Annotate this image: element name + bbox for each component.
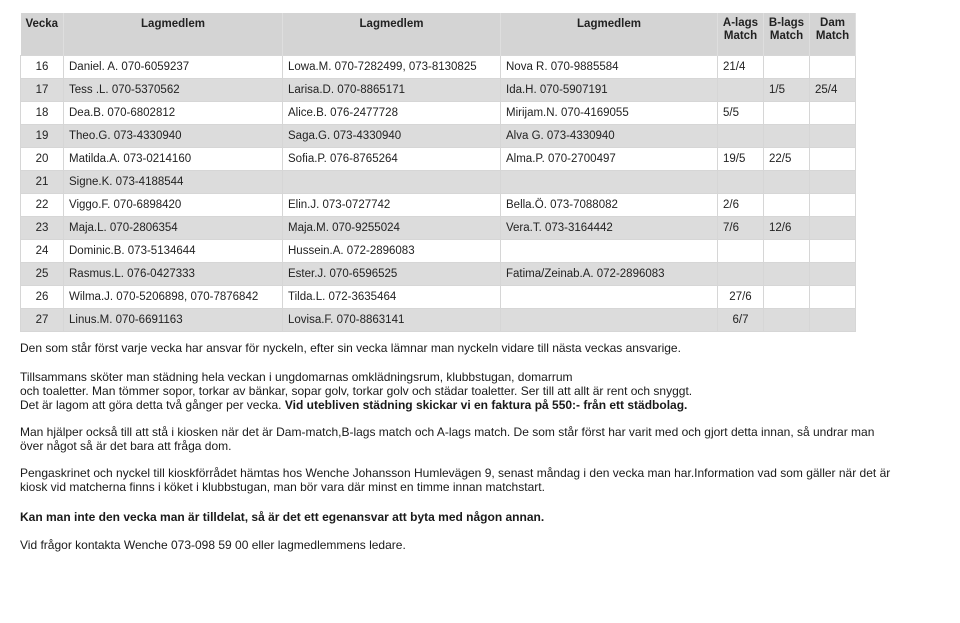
- cleaning-penalty-notice: Vid utebliven städning skickar vi en faktura på 550:- från ett städbolag.: [284, 398, 688, 412]
- b-lags-match-cell: 1/5: [764, 79, 810, 102]
- cleaning-line-3-normal: Det är lagom att göra detta två gånger per vecka.: [20, 398, 285, 412]
- cashbox-line-1: Pengaskrinet och nyckel till kioskförrådet hämtas hos Wenche Johansson Humlevägen 9, senast måndag i den vecka man har.Information vad som gäller när det är: [20, 466, 891, 480]
- a-lags-match-cell: [718, 171, 764, 194]
- member-1-cell: Viggo.F. 070-6898420: [64, 194, 283, 217]
- header-a-lags-match: [718, 13, 764, 56]
- header-lagmedlem-3: Lagmedlem: [501, 13, 718, 56]
- a-lags-match-cell: [718, 263, 764, 286]
- a-lags-match-cell: 6/7: [718, 309, 764, 332]
- table-row: [21, 286, 856, 309]
- table-row: [21, 309, 856, 332]
- header-a-line1: A-lags: [722, 17, 759, 29]
- member-1-cell: Tess .L. 070-5370562: [64, 79, 283, 102]
- member-3-cell: [501, 309, 718, 332]
- schedule-table: [20, 13, 856, 332]
- a-lags-match-cell: [718, 125, 764, 148]
- cleaning-line-3: [20, 398, 950, 412]
- member-2-cell: Elin.J. 073-0727742: [283, 194, 501, 217]
- b-lags-match-cell: [764, 171, 810, 194]
- member-3-cell: Vera.T. 073-3164442: [501, 217, 718, 240]
- table-row: [21, 102, 856, 125]
- dam-match-cell: [810, 125, 856, 148]
- member-2-cell: Lovisa.F. 070-8863141: [283, 309, 501, 332]
- table-row: [21, 125, 856, 148]
- paragraph-cleaning: [20, 370, 950, 412]
- member-1-cell: Maja.L. 070-2806354: [64, 217, 283, 240]
- a-lags-match-cell: 27/6: [718, 286, 764, 309]
- member-1-cell: Linus.M. 070-6691163: [64, 309, 283, 332]
- week-cell: 22: [21, 194, 64, 217]
- header-dam-line1: Dam: [820, 17, 845, 29]
- member-3-cell: Mirijam.N. 070-4169055: [501, 102, 718, 125]
- b-lags-match-cell: [764, 309, 810, 332]
- week-cell: 18: [21, 102, 64, 125]
- member-2-cell: Hussein.A. 072-2896083: [283, 240, 501, 263]
- header-dam-match: [810, 13, 856, 56]
- b-lags-match-cell: [764, 125, 810, 148]
- dam-match-cell: [810, 286, 856, 309]
- member-3-cell: [501, 240, 718, 263]
- kiosk-line-1: Man hjälper också till att stå i kiosken när det är Dam-match,B-lags match och A-lags match. De som står först har varit med och gjort detta innan, så undrar man: [20, 425, 875, 439]
- week-cell: 25: [21, 263, 64, 286]
- dam-match-cell: [810, 263, 856, 286]
- table-row: [21, 240, 856, 263]
- week-cell: 27: [21, 309, 64, 332]
- cleaning-line-1: Tillsammans sköter man städning hela veckan i ungdomarnas omklädningsrum, klubbstugan, domarrum: [20, 370, 573, 384]
- member-3-cell: Nova R. 070-9885584: [501, 56, 718, 79]
- paragraph-cashbox: [20, 466, 950, 494]
- paragraph-key-responsibility: Den som står först varje vecka har ansvar för nyckeln, efter sin vecka lämnar man nyckeln vidare till nästa veckas ansvarige.: [20, 341, 681, 355]
- member-2-cell: Maja.M. 070-9255024: [283, 217, 501, 240]
- table-row: [21, 217, 856, 240]
- dam-match-cell: [810, 171, 856, 194]
- member-3-cell: [501, 286, 718, 309]
- member-1-cell: Dominic.B. 073-5134644: [64, 240, 283, 263]
- week-cell: 19: [21, 125, 64, 148]
- member-3-cell: Bella.Ö. 073-7088082: [501, 194, 718, 217]
- header-a-line2: Match: [723, 30, 758, 42]
- member-2-cell: Lowa.M. 070-7282499, 073-8130825: [283, 56, 501, 79]
- member-1-cell: Rasmus.L. 076-0427333: [64, 263, 283, 286]
- member-2-cell: Sofia.P. 076-8765264: [283, 148, 501, 171]
- member-2-cell: [283, 171, 501, 194]
- dam-match-cell: [810, 102, 856, 125]
- cashbox-line-2: kiosk vid matcherna finns i köket i klubbstugan, man bör vara där minst en timme innan matchstart.: [20, 480, 545, 494]
- week-cell: 21: [21, 171, 64, 194]
- a-lags-match-cell: [718, 79, 764, 102]
- member-3-cell: [501, 171, 718, 194]
- member-1-cell: Theo.G. 073-4330940: [64, 125, 283, 148]
- paragraph-contact: Vid frågor kontakta Wenche 073-098 59 00 eller lagmedlemmens ledare.: [20, 538, 406, 552]
- member-2-cell: Ester.J. 070-6596525: [283, 263, 501, 286]
- header-lagmedlem-2: Lagmedlem: [283, 13, 501, 56]
- member-3-cell: Fatima/Zeinab.A. 072-2896083: [501, 263, 718, 286]
- dam-match-cell: [810, 148, 856, 171]
- member-2-cell: Larisa.D. 070-8865171: [283, 79, 501, 102]
- member-3-cell: Alma.P. 070-2700497: [501, 148, 718, 171]
- header-vecka: Vecka: [21, 13, 64, 56]
- b-lags-match-cell: [764, 56, 810, 79]
- header-b-line2: Match: [769, 30, 804, 42]
- header-lagmedlem-1: Lagmedlem: [64, 13, 283, 56]
- member-1-cell: Wilma.J. 070-5206898, 070-7876842: [64, 286, 283, 309]
- table-row: [21, 263, 856, 286]
- member-1-cell: Signe.K. 073-4188544: [64, 171, 283, 194]
- dam-match-cell: 25/4: [810, 79, 856, 102]
- a-lags-match-cell: 5/5: [718, 102, 764, 125]
- b-lags-match-cell: [764, 240, 810, 263]
- b-lags-match-cell: [764, 286, 810, 309]
- week-cell: 16: [21, 56, 64, 79]
- week-cell: 24: [21, 240, 64, 263]
- member-1-cell: Matilda.A. 073-0214160: [64, 148, 283, 171]
- week-cell: 20: [21, 148, 64, 171]
- a-lags-match-cell: 2/6: [718, 194, 764, 217]
- a-lags-match-cell: [718, 240, 764, 263]
- table-row: [21, 171, 856, 194]
- header-dam-line2: Match: [815, 30, 850, 42]
- member-3-cell: Alva G. 073-4330940: [501, 125, 718, 148]
- table-body: [21, 56, 856, 332]
- kiosk-line-2: över något så är det bara att fråga dom.: [20, 439, 232, 453]
- member-1-cell: Daniel. A. 070-6059237: [64, 56, 283, 79]
- dam-match-cell: [810, 56, 856, 79]
- dam-match-cell: [810, 240, 856, 263]
- table-row: [21, 79, 856, 102]
- week-cell: 26: [21, 286, 64, 309]
- member-2-cell: Tilda.L. 072-3635464: [283, 286, 501, 309]
- b-lags-match-cell: [764, 194, 810, 217]
- a-lags-match-cell: 21/4: [718, 56, 764, 79]
- b-lags-match-cell: 22/5: [764, 148, 810, 171]
- b-lags-match-cell: [764, 263, 810, 286]
- member-2-cell: Saga.G. 073-4330940: [283, 125, 501, 148]
- table-header-row: [21, 13, 856, 56]
- member-3-cell: Ida.H. 070-5907191: [501, 79, 718, 102]
- paragraph-swap-notice: [20, 510, 950, 524]
- member-2-cell: Alice.B. 076-2477728: [283, 102, 501, 125]
- dam-match-cell: [810, 217, 856, 240]
- table-row: [21, 56, 856, 79]
- header-b-line1: B-lags: [768, 17, 805, 29]
- header-b-lags-match: [764, 13, 810, 56]
- b-lags-match-cell: 12/6: [764, 217, 810, 240]
- swap-notice-text: Kan man inte den vecka man är tilldelat, så är det ett egenansvar att byta med någon annan.: [20, 510, 545, 524]
- a-lags-match-cell: 7/6: [718, 217, 764, 240]
- table-row: [21, 194, 856, 217]
- b-lags-match-cell: [764, 102, 810, 125]
- cleaning-line-2: och toaletter. Man tömmer sopor, torkar av bänkar, sopar golv, torkar golv och städar toaletter. Ser till att allt är rent och snyggt.: [20, 384, 693, 398]
- dam-match-cell: [810, 194, 856, 217]
- week-cell: 23: [21, 217, 64, 240]
- paragraph-kiosk: [20, 425, 950, 453]
- table-row: [21, 148, 856, 171]
- member-1-cell: Dea.B. 070-6802812: [64, 102, 283, 125]
- dam-match-cell: [810, 309, 856, 332]
- week-cell: 17: [21, 79, 64, 102]
- a-lags-match-cell: 19/5: [718, 148, 764, 171]
